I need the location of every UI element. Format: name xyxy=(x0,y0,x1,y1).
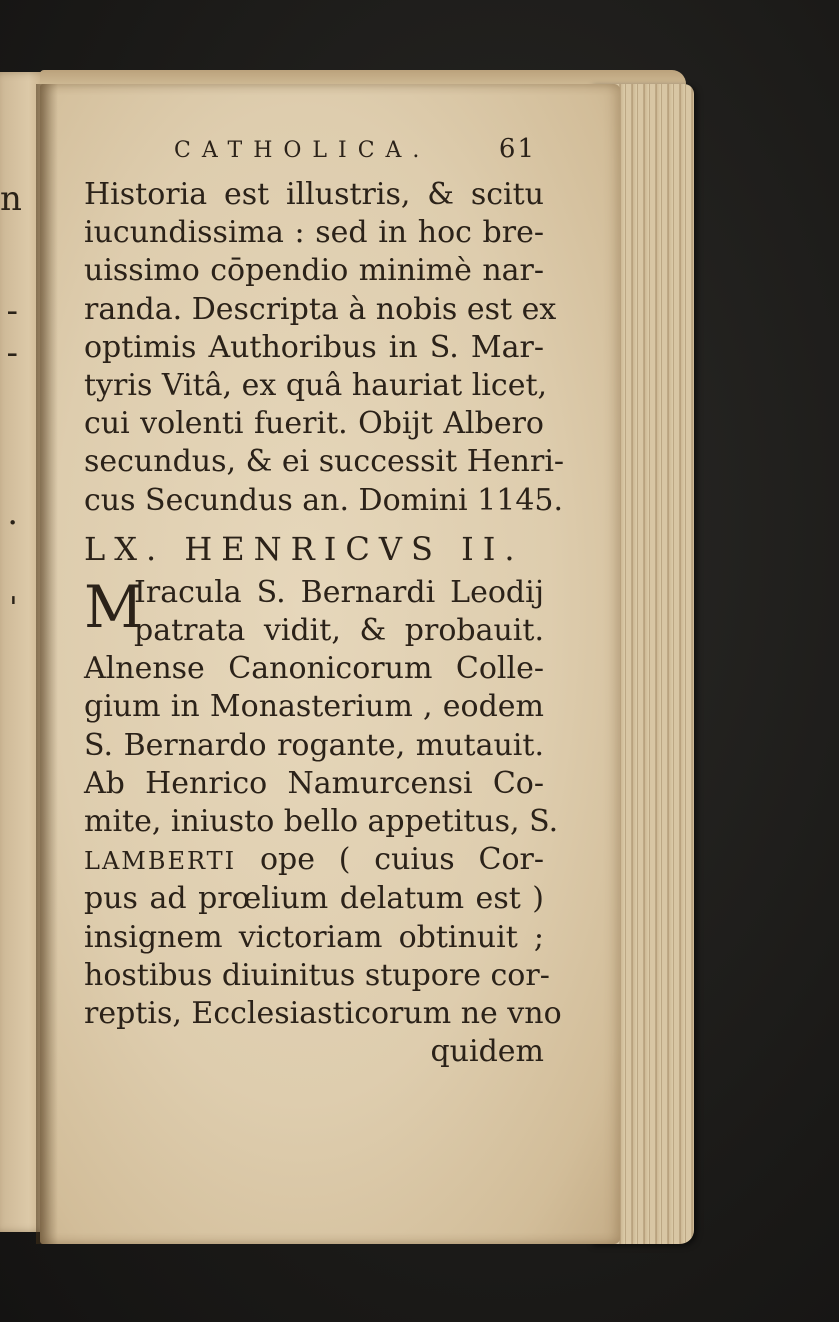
text-line: tyris Vitâ, ex quâ hauriat licet, xyxy=(84,368,548,404)
facing-page-fragment: - xyxy=(6,333,18,373)
text-line: gium in Monasterium , eodem xyxy=(84,689,544,725)
facing-page-fragment: . xyxy=(7,493,18,533)
facing-page-fragment: ˌ xyxy=(8,569,18,609)
text-line: Alnense Canonicorum Colle- xyxy=(84,651,544,687)
text-line: reptis, Ecclesiasticorum ne vno xyxy=(84,996,562,1032)
text-line: optimis Authoribus in S. Mar- xyxy=(84,329,544,365)
text-line: cus Secundus an. Domini 1145. xyxy=(84,482,564,518)
page-number: 61 xyxy=(498,134,536,164)
running-head xyxy=(84,134,544,176)
text-line: uissimo cōpendio minimè nar- xyxy=(84,253,544,289)
text-line: randa. Descripta à nobis est ex xyxy=(84,291,557,327)
drop-cap: M xyxy=(84,572,144,641)
paragraph-1 xyxy=(84,176,565,520)
facing-page-fragment: n xyxy=(0,179,22,219)
paragraph-2 xyxy=(84,572,562,1033)
text-line: iucundissima : sed in hoc bre- xyxy=(84,215,544,251)
catchword: quidem xyxy=(430,1034,544,1070)
text-line: mite, iniusto bello appetitus, S. xyxy=(84,804,559,840)
running-title: CATHOLICA. xyxy=(174,138,431,163)
text-line: cui volenti fuerit. Obijt Albero xyxy=(84,406,544,442)
text-line: Historia est illustris, & scitu xyxy=(84,177,544,212)
text-line: patrata vidit, & probauit. xyxy=(134,613,544,649)
section-heading: LX. HENRICVS II. xyxy=(84,529,524,568)
page-text xyxy=(84,134,565,1071)
text-line: hostibus diuinitus stupore cor- xyxy=(84,957,550,993)
gutter-shadow xyxy=(36,84,58,1244)
text-line xyxy=(84,841,544,880)
text-line-rest: ope ( cuius Cor- xyxy=(259,842,544,878)
text-line: S. Bernardo rogante, mutauit. xyxy=(84,727,544,763)
text-line: secundus, & ei successit Henri- xyxy=(84,444,565,480)
smallcaps-name: LAMBERTI xyxy=(84,847,237,876)
facing-page-fragment: - xyxy=(6,291,18,331)
text-line: Ab Henrico Namurcensi Co- xyxy=(84,765,544,801)
text-line: insignem victoriam obtinuit ; xyxy=(84,919,544,955)
text-line: pus ad prœlium delatum est ) xyxy=(84,881,544,917)
text-line: Iracula S. Bernardi Leodij xyxy=(134,574,544,610)
